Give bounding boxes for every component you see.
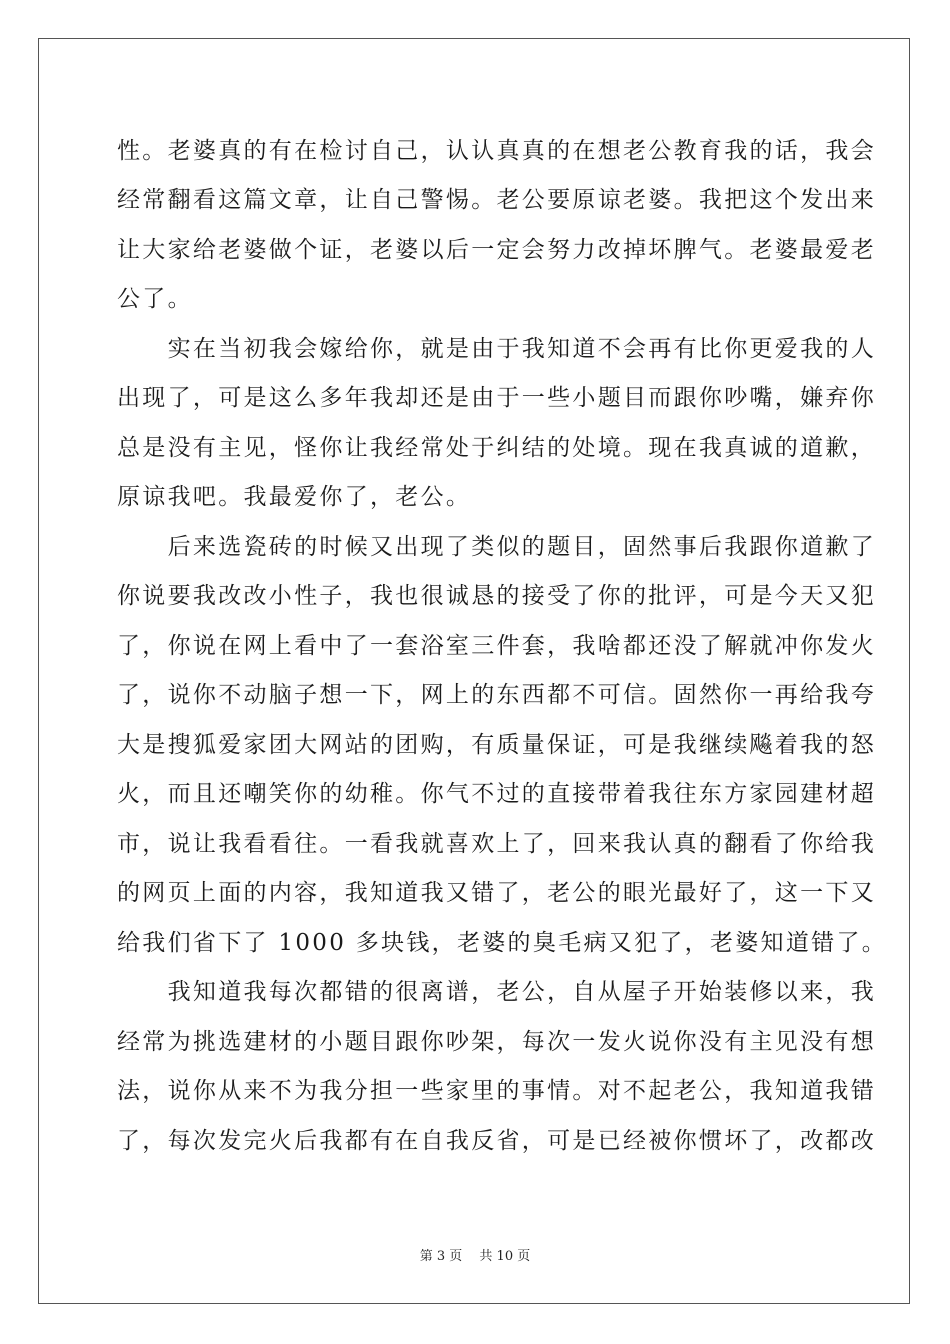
text-line: 的网页上面的内容，我知道我又错了，老公的眼光最好了，这一下又 (117, 880, 876, 906)
text-line: 市，说让我看看往。一看我就喜欢上了，回来我认真的翻看了你给我 (117, 831, 876, 857)
text-line: 后来选瓷砖的时候又出现了类似的题目，固然事后我跟你道歉了 (117, 534, 876, 560)
text-line: 公了。 (117, 286, 193, 312)
text-line: 我知道我每次都错的很离谱，老公，自从屋子开始装修以来，我 (117, 979, 876, 1005)
text-line: 实在当初我会嫁给你，就是由于我知道不会再有比你更爱我的人 (117, 336, 876, 362)
text-line: 你说要我改改小性子，我也很诚恳的接受了你的批评，可是今天又犯 (117, 583, 876, 609)
text-line: 经常为挑选建材的小题目跟你吵架，每次一发火说你没有主见没有想 (117, 1029, 876, 1055)
text-line: 总是没有主见，怪你让我经常处于纠结的处境。现在我真诚的道歉， (117, 435, 876, 461)
text-line: 出现了，可是这么多年我却还是由于一些小题目而跟你吵嘴，嫌弃你 (117, 385, 876, 411)
text-line: 给我们省下了 1000 多块钱，老婆的臭毛病又犯了，老婆知道错了。 (117, 930, 888, 956)
text-line: 大是搜狐爱家团大网站的团购，有质量保证，可是我继续飚着我的怒 (117, 732, 876, 758)
text-line: 让大家给老婆做个证，老婆以后一定会努力改掉坏脾气。老婆最爱老 (117, 237, 876, 263)
text-line: 经常翻看这篇文章，让自己警惕。老公要原谅老婆。我把这个发出来 (117, 187, 876, 213)
text-line: 火，而且还嘲笑你的幼稚。你气不过的直接带着我往东方家园建材超 (117, 781, 876, 807)
text-line: 了，每次发完火后我都有在自我反省，可是已经被你惯坏了，改都改 (117, 1128, 876, 1154)
text-line: 了，说你不动脑子想一下，网上的东西都不可信。固然你一再给我夸 (117, 682, 876, 708)
text-line: 原谅我吧。我最爱你了，老公。 (117, 484, 472, 510)
text-line: 了，你说在网上看中了一套浴室三件套，我啥都还没了解就冲你发火 (117, 633, 876, 659)
page-footer: 第 3 页 共 10 页 (419, 1249, 531, 1264)
text-line: 法，说你从来不为我分担一些家里的事情。对不起老公，我知道我错 (117, 1078, 876, 1104)
page-border (38, 38, 910, 1304)
text-line: 性。老婆真的有在检讨自己，认认真真的在想老公教育我的话，我会 (117, 138, 876, 164)
